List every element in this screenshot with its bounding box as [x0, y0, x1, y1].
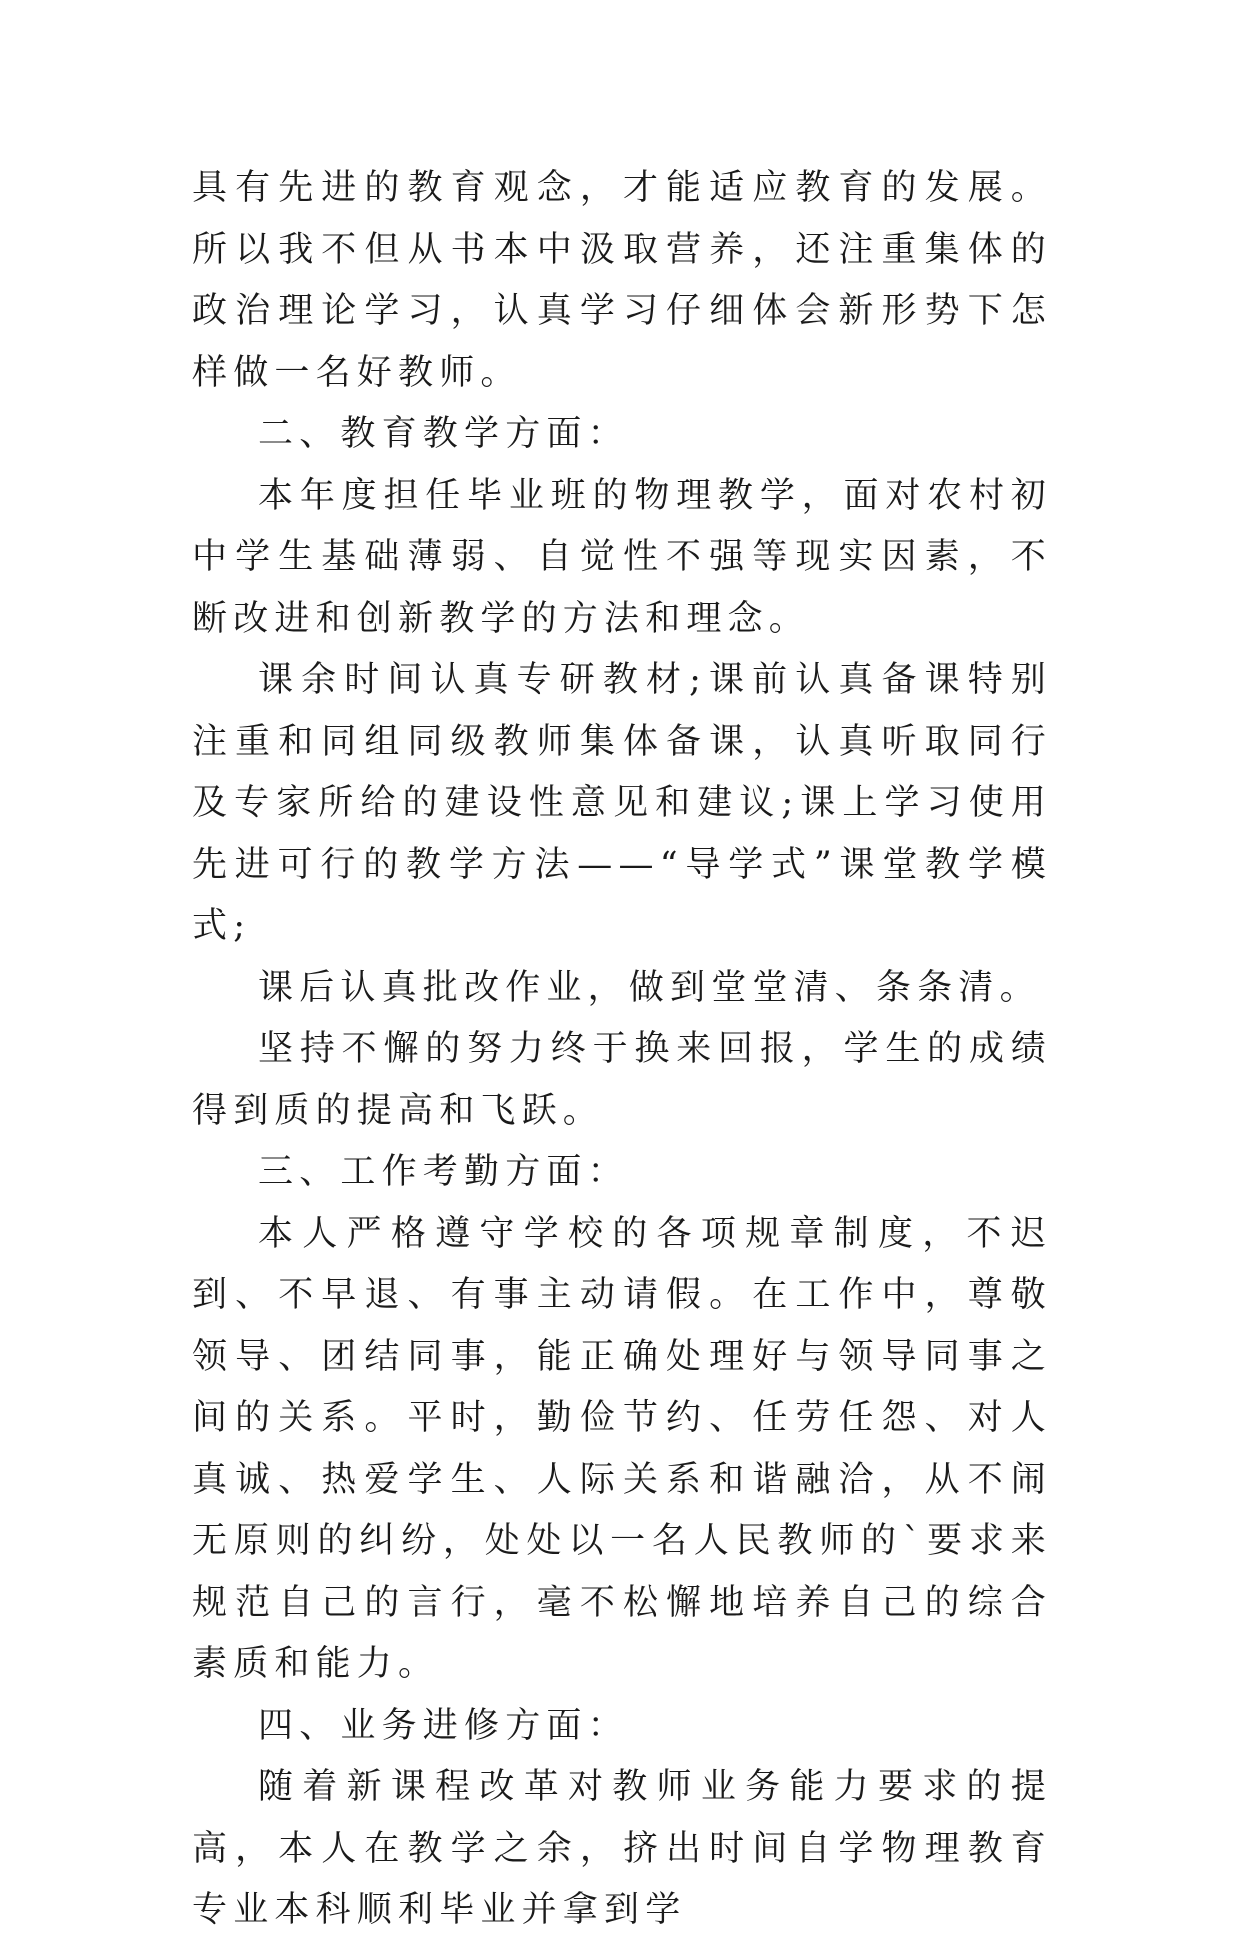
section-heading-professional-study: 四、业务进修方面：: [258, 1705, 629, 1746]
paragraph-results: 坚持不懈的努力终于换来回报，学生的成绩得到质的提高和飞跃。: [192, 1029, 1052, 1131]
section-heading-attendance: 三、工作考勤方面：: [258, 1152, 629, 1192]
section-heading-teaching: 二、教育教学方面：: [258, 414, 629, 454]
paragraph-homework: 课后认真批改作业，做到堂堂清、条条清。: [258, 967, 1041, 1008]
paragraph-lesson-preparation: 课余时间认真专研教材;课前认真备课特别注重和同组同级教师集体备课，认真听取同行及专家所给的建设性意见和建议;课上学习使用先进可行的教学方法——“导学式”课堂教学模式;: [192, 660, 1052, 946]
document-body: [192, 158, 1052, 1942]
paragraph-discipline: 本人严格遵守学校的各项规章制度，不迟到、不早退、有事主动请假。在工作中，尊敬领导、团结同事，能正确处理好与领导同事之间的关系。平时，勤俭节约、任劳任怨、对人真诚、热爱学生、人际关系和谐融洽，从不闹无原则的纠纷，处处以一名人民教师的`要求来规范自己的言行，毫不松懈地培养自己的综合素质和能力。: [192, 1213, 1052, 1684]
paragraph-continuation: 具有先进的教育观念，才能适应教育的发展。所以我不但从书本中汲取营养，还注重集体的政治理论学习，认真学习仔细体会新形势下怎样做一名好教师。: [192, 168, 1052, 393]
paragraph-self-study: 随着新课程改革对教师业务能力要求的提高，本人在教学之余，挤出时间自学物理教育专业本科顺利毕业并拿到学: [192, 1767, 1052, 1930]
paragraph-physics-teaching: 本年度担任毕业班的物理教学，面对农村初中学生基础薄弱、自觉性不强等现实因素，不断改进和创新教学的方法和理念。: [192, 475, 1052, 639]
